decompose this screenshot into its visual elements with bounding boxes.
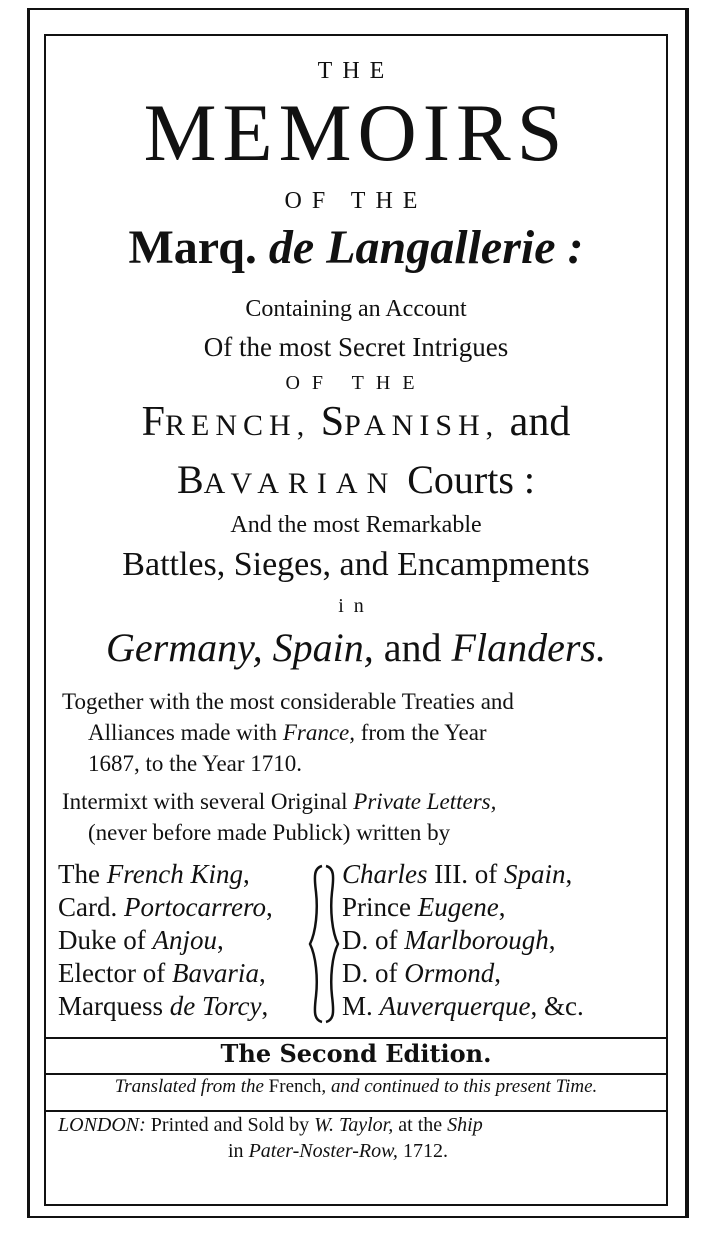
title-the: THE (317, 58, 395, 84)
writer-entry: Marquess de Torcy, (58, 991, 269, 1021)
letters-paragraph (62, 786, 662, 848)
in-text: in (228, 1140, 244, 1162)
secret-intrigues-line: Of the most Secret Intrigues (203, 332, 509, 362)
imprint (58, 1112, 658, 1164)
together-line-3: 1687, to the Year 1710. (88, 751, 303, 776)
letter-writers-left (58, 858, 273, 1023)
at-the-text: at the (398, 1114, 443, 1136)
title-memoirs: MEMOIRS (143, 87, 569, 178)
printer-name: W. Taylor, (314, 1114, 394, 1136)
battles-line: Battles, Sieges, and Encampments (122, 546, 590, 583)
translated-french: French, (268, 1076, 327, 1097)
and-text: and (509, 399, 571, 445)
writer-entry: Card. Portocarrero, (58, 892, 273, 922)
edition-line: The Second Edition. (220, 1039, 492, 1068)
translated-b: and continued to this present Time. (330, 1076, 598, 1097)
spanish-initial: S (320, 399, 345, 445)
together-line-1: Together with the most considerable Treaties and (62, 689, 514, 714)
printed-text: Printed and Sold by (150, 1114, 310, 1136)
imprint-year: 1712. (402, 1140, 448, 1162)
translated-a: Translated from the (114, 1076, 264, 1097)
translated-line (46, 1076, 666, 1098)
title-page (46, 36, 666, 1204)
writer-entry: Duke of Anjou, (58, 925, 224, 955)
courts-text: Courts : (407, 457, 536, 502)
and-text-2: and (383, 625, 442, 670)
in-line: in (338, 595, 374, 617)
writer-entry: Elector of Bavaria, (58, 958, 266, 988)
bavarian-initial: B (176, 457, 204, 502)
double-brace-ornament (308, 862, 340, 1026)
divider-rule (46, 1073, 666, 1075)
together-2a: Alliances made with (88, 720, 278, 745)
intermixt-line-2: (never before made Publick) written by (88, 820, 451, 845)
courts-line-1 (46, 398, 666, 446)
places-line (46, 624, 666, 671)
spanish-rest: PANISH, (344, 409, 500, 442)
subject-name (46, 222, 666, 275)
private-letters-text: Private Letters, (353, 789, 497, 814)
together-2b: from the Year (360, 720, 487, 745)
spain-text: Spain, (272, 625, 374, 670)
ship-text: Ship (447, 1114, 483, 1136)
writer-entry: D. of Marlborough, (342, 925, 556, 955)
french-initial: F (141, 399, 166, 445)
together-line-2 (62, 717, 662, 748)
writer-entry: Charles III. of Spain, (342, 859, 573, 889)
writer-entry: Prince Eugene, (342, 892, 506, 922)
germany-text: Germany, (106, 625, 263, 670)
title-of-the: OF THE (284, 188, 428, 214)
letter-writers-right (342, 858, 584, 1023)
treaties-paragraph (62, 686, 662, 779)
bavarian-rest: AVARIAN (203, 467, 398, 500)
imprint-line-2 (58, 1138, 658, 1164)
remarkable-line: And the most Remarkable (230, 512, 482, 538)
intermixt-line-1a: Intermixt with several Original (62, 789, 348, 814)
pater-noster-row: Pater-Noster-Row, (248, 1140, 398, 1162)
french-rest: RENCH, (165, 409, 311, 442)
france-text: France, (282, 720, 355, 745)
containing-line: Containing an Account (245, 296, 467, 322)
marq-text: Marq. (128, 221, 257, 274)
of-the-line: OF THE (285, 372, 427, 394)
flanders-text: Flanders. (451, 625, 606, 670)
writer-entry: M. Auverquerque, &c. (342, 991, 584, 1021)
writer-entry: The French King, (58, 859, 250, 889)
writer-entry: D. of Ormond, (342, 958, 502, 988)
london-text: LONDON: (58, 1114, 146, 1136)
langallerie-text: de Langallerie : (268, 221, 584, 274)
courts-line-2 (46, 456, 666, 503)
